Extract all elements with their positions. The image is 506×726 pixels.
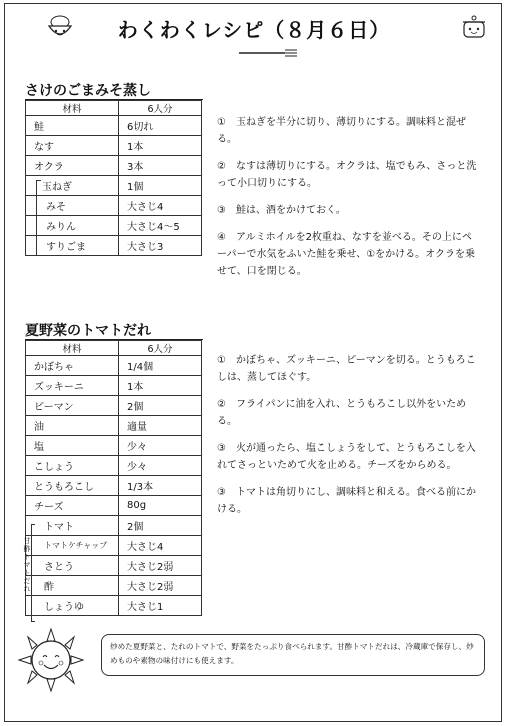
step-item: ③ トマトは角切りにし、調味料と和える。食べる前にかける。 <box>217 487 476 515</box>
page-title: わくわくレシピ（８月６日） <box>117 18 391 42</box>
ingredient-amount: 2個 <box>119 516 202 536</box>
sun-icon <box>17 627 85 693</box>
table-row <box>26 596 202 616</box>
ingredient-amount: 少々 <box>119 436 202 456</box>
ingredient-amount: 1/4個 <box>119 356 202 376</box>
table-row <box>26 576 202 596</box>
step-item: ③ 鮭は、酒をかけておく。 <box>217 205 346 216</box>
step-item: ④ アルミホイルを2枚重ね、なすを並べる。その上にペーパーで水気をふいた鮭を乗せ、①をかける。オクラを乗せて、口を閉じる。 <box>217 232 475 277</box>
table-row <box>26 516 202 536</box>
ingredient-name: トマトケチャップ <box>26 536 119 556</box>
recipe1-title: さけのごまみそ蒸し <box>25 83 151 99</box>
ingredient-amount: 少々 <box>119 456 202 476</box>
ingredient-amount: 1本 <box>119 376 202 396</box>
table-row <box>26 216 202 236</box>
step-item: ② フライパンに油を入れ、とうもろこし以外をいためる。 <box>217 399 467 427</box>
recipe1-steps <box>217 114 479 290</box>
ingredient-amount: 6切れ <box>119 116 202 136</box>
recipe-sheet <box>4 3 502 722</box>
ingredient-name: みそ <box>26 196 119 216</box>
fork-icon <box>237 48 299 58</box>
table-row <box>26 196 202 216</box>
ingredient-name: さとう <box>26 556 119 576</box>
table-row <box>26 156 202 176</box>
ingredient-amount: 2個 <box>119 396 202 416</box>
ingredient-name: チーズ <box>26 496 119 516</box>
table-row <box>26 436 202 456</box>
tare-group-label: 甘酢トマトだれ <box>23 537 31 593</box>
ingredient-amount: 大さじ3 <box>119 236 202 256</box>
table-row <box>26 356 202 376</box>
table-row <box>26 376 202 396</box>
ingredient-amount: 80g <box>119 496 202 516</box>
ingredient-name: 油 <box>26 416 119 436</box>
note-box: 炒めた夏野菜と、たれのトマトで、野菜をたっぷり食べられます。甘酢トマトだれは、冷蔵庫で保存し、炒めものや素物の味付けにも使えます。 <box>101 634 485 676</box>
step-item: ① かぼちゃ、ズッキーニ、ピーマンを切る。とうもろこしは、蒸してほぐす。 <box>217 355 476 383</box>
ingredient-name: オクラ <box>26 156 119 176</box>
ingredient-name: 酢 <box>26 576 119 596</box>
ingredient-name: こしょう <box>26 456 119 476</box>
recipe1-ingredients-table <box>25 100 202 256</box>
table-header-row <box>26 341 202 356</box>
table-row <box>26 556 202 576</box>
ingredient-amount: 大さじ2弱 <box>119 576 202 596</box>
ingredient-name: トマト <box>26 516 119 536</box>
ingredient-amount: 1本 <box>119 136 202 156</box>
table-row <box>26 136 202 156</box>
recipe2-steps <box>217 352 479 528</box>
ingredient-amount: 大さじ4～5 <box>119 216 202 236</box>
ingredient-amount: 3本 <box>119 156 202 176</box>
ingredient-name: ピーマン <box>26 396 119 416</box>
step-item: ② なすは薄切りにする。オクラは、塩でもみ、さっと洗って小口切りにする。 <box>217 161 477 189</box>
table-row <box>26 536 202 556</box>
ingredient-name: なす <box>26 136 119 156</box>
col-amount-header: 6人分 <box>119 341 202 356</box>
table-header-row <box>26 101 202 116</box>
step-item: ③ 火が通ったら、塩こしょうをして、とうもろこしを入れてさっといためて火を止める。チーズをからめる。 <box>217 443 476 471</box>
step-item: ① 玉ねぎを半分に切り、薄切りにする。調味料と混ぜる。 <box>217 117 466 145</box>
table-row <box>26 176 202 196</box>
ingredient-amount: 大さじ4 <box>119 196 202 216</box>
table-row <box>26 496 202 516</box>
ingredient-amount: 大さじ1 <box>119 596 202 616</box>
ingredient-amount: 大さじ4 <box>119 536 202 556</box>
table-row <box>26 456 202 476</box>
seasoning-bracket <box>36 180 41 256</box>
ingredient-amount: 大さじ2弱 <box>119 556 202 576</box>
ingredient-name: 鮭 <box>26 116 119 136</box>
recipe2-ingredients-table <box>25 340 202 616</box>
ingredient-amount: 適量 <box>119 416 202 436</box>
ingredient-name: 玉ねぎ <box>26 176 119 196</box>
ingredient-name: ズッキーニ <box>26 376 119 396</box>
col-amount-header: 6人分 <box>119 101 202 116</box>
ingredient-amount: 1個 <box>119 176 202 196</box>
col-ingredient-header: 材料 <box>26 341 119 356</box>
table-row <box>26 116 202 136</box>
ingredient-name: みりん <box>26 216 119 236</box>
ingredient-name: 塩 <box>26 436 119 456</box>
ingredient-name: とうもろこし <box>26 476 119 496</box>
ingredient-amount: 1/3本 <box>119 476 202 496</box>
table-row <box>26 236 202 256</box>
recipe2-title: 夏野菜のトマトだれ <box>25 323 151 339</box>
table-row <box>26 476 202 496</box>
col-ingredient-header: 材料 <box>26 101 119 116</box>
ingredient-name: すりごま <box>26 236 119 256</box>
ingredient-name: かぼちゃ <box>26 356 119 376</box>
table-row <box>26 416 202 436</box>
table-row <box>26 396 202 416</box>
ingredient-name: しょうゆ <box>26 596 119 616</box>
